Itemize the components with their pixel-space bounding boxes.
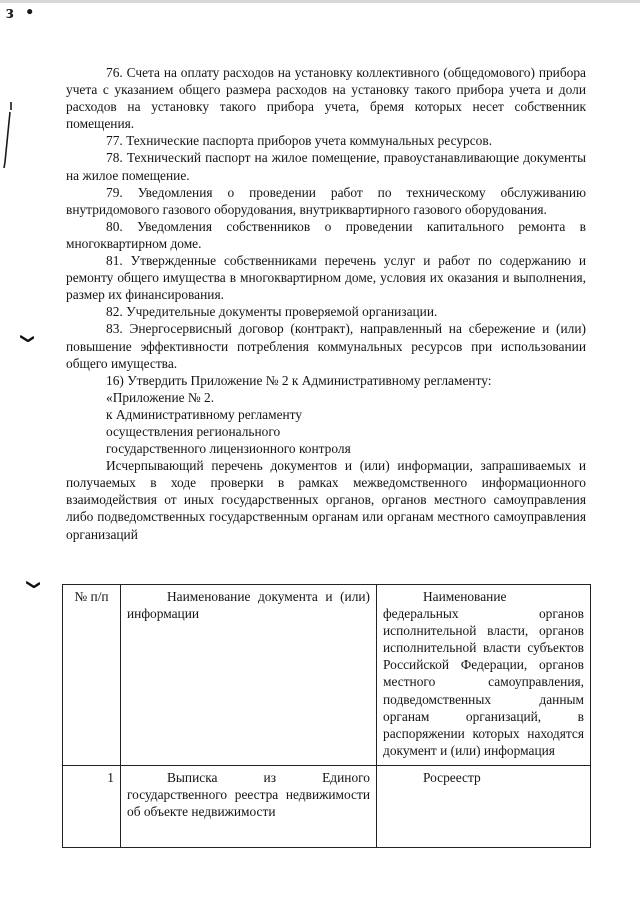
row-document-text: Выписка из Единого государственного реестра недвижимости об объекте недвижимости <box>127 769 370 820</box>
margin-tick-icon <box>20 334 34 342</box>
intro-paragraph: Исчерпывающий перечень документов и (или) информации, запрашиваемых и получаемых в ходе проверки в рамках межведомственного информационного взаимодействия от иных государственных органов, органов местного самоуправления либо подведомственных государственным органам или органам местного самоуправления организаций <box>66 458 586 542</box>
appendix-line: государственного лицензионного контроля <box>106 441 351 457</box>
paragraph-79: 79. Уведомления о проведении работ по техническому обслуживанию внутридомового газового оборудования, внутриквартирного газового оборудования. <box>66 184 586 217</box>
paragraph-81: 81. Утвержденные собственниками перечень услуг и работ по содержанию и ремонту общего имущества в многоквартирном доме, условия их оказания и выполнения, размер их финансирования. <box>66 253 586 303</box>
header-agency <box>377 585 591 766</box>
page-mark: з • <box>6 2 38 23</box>
header-document-text: Наименование документа и (или) информации <box>127 589 370 622</box>
scan-top-edge <box>0 0 640 3</box>
document-body <box>66 64 586 543</box>
appendix-line: к Административному регламенту <box>106 406 303 422</box>
table-row <box>63 765 591 847</box>
binder-mark-icon <box>2 102 14 170</box>
margin-tick-icon <box>26 580 40 588</box>
table-header-row <box>63 585 591 766</box>
row-document <box>121 765 377 847</box>
appendix-title: «Приложение № 2. <box>106 389 215 405</box>
header-agency-text: Наименование федеральных органов исполнительной власти, органов исполнительной власти субъектов Российской Федерации, органов местного самоуправления, подведомственных данным органам организаций, в распоряжении которых находятся документ и (или) информация <box>383 589 584 758</box>
row-agency-text: Росреестр <box>423 769 481 785</box>
paragraph-76: 76. Счета на оплату расходов на установку коллективного (общедомового) прибора учета с указанием общего размера расходов на установку такого прибора учета и доли расходов на установку такого прибора учета, бремя которых несет собственник помещения. <box>66 65 586 132</box>
paragraph-83: 83. Энергосервисный договор (контракт), направленный на сбережение и (или) повышение эффективности потребления коммунальных ресурсов при использовании общего имущества. <box>66 321 586 371</box>
appendix-line: осуществления регионального <box>106 423 281 439</box>
paragraph-82: 82. Учредительные документы проверяемой организации. <box>106 304 438 320</box>
row-number: 1 <box>63 765 121 847</box>
row-agency <box>377 765 591 847</box>
paragraph-16: 16) Утвердить Приложение № 2 к Административному регламенту: <box>106 372 492 388</box>
paragraph-77: 77. Технические паспорта приборов учета коммунальных ресурсов. <box>106 133 493 149</box>
paragraph-80: 80. Уведомления собственников о проведении капитального ремонта в многоквартирном доме. <box>66 218 586 251</box>
documents-table <box>62 584 591 848</box>
header-number: № п/п <box>63 585 121 766</box>
header-document <box>121 585 377 766</box>
paragraph-78: 78. Технический паспорт на жилое помещение, правоустанавливающие документы на жилое помещение. <box>66 150 586 183</box>
